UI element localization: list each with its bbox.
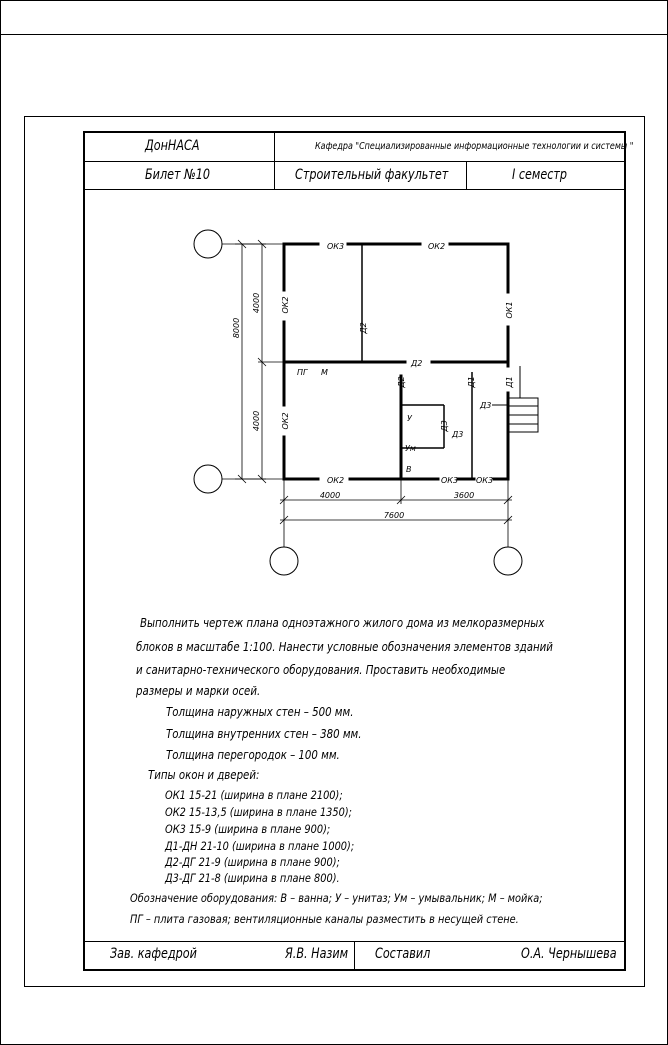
type-ok3: ОК3 15-9 (ширина в плане 900); — [165, 822, 331, 836]
label-ok3-bottom-2: ОК3 — [476, 476, 494, 485]
label-ok2-bottom: ОК2 — [327, 476, 345, 485]
wall-thickness-inner: Толщина внутренних стен – 380 мм. — [166, 727, 362, 741]
label-d2-inner: Д2 — [397, 376, 406, 388]
head-name: Я.В. Назим — [285, 946, 349, 962]
wall-thickness-outer: Толщина наружных стен – 500 мм. — [166, 705, 354, 719]
dim-left-bottom: 4000 — [252, 410, 261, 432]
label-ok3-top: ОК3 — [327, 242, 345, 251]
department-name: Кафедра "Специализированные информационные технологии и системы " — [315, 141, 634, 152]
label-ok2-left-bottom: ОК2 — [281, 412, 290, 430]
type-ok2: ОК2 15-13,5 (ширина в плане 1350); — [165, 805, 352, 819]
axis-bubble-top-left — [194, 230, 222, 258]
dim-left-top: 4000 — [252, 292, 261, 314]
types-title: Типы окон и дверей: — [148, 768, 260, 782]
label-ok1-right: ОК1 — [505, 301, 514, 319]
axis-bubble-left-bottom — [270, 547, 298, 575]
axis-bubble-bottom-left — [194, 465, 222, 493]
label-um: Ум — [405, 444, 416, 453]
label-ok3-bottom-1: ОК3 — [441, 476, 459, 485]
wall-thickness-partition: Толщина перегородок – 100 мм. — [166, 748, 340, 762]
type-d2: Д2-ДГ 21-9 (ширина в плане 900); — [165, 855, 340, 869]
type-ok1: ОК1 15-21 (ширина в плане 2100); — [165, 788, 343, 802]
task-line-3: и санитарно-технического оборудования. Проставить необходимые — [136, 663, 506, 677]
label-u: У — [407, 414, 412, 423]
task-line-4: размеры и марки осей. — [136, 684, 261, 698]
label-m: М — [321, 368, 328, 377]
dim-bottom-left: 4000 — [319, 491, 341, 500]
ticket-number: Билет №10 — [145, 167, 210, 183]
faculty-name: Строительный факультет — [295, 167, 449, 183]
type-d1: Д1-ДН 21-10 (ширина в плане 1000); — [165, 839, 355, 853]
author-label: Составил — [375, 946, 431, 962]
institution-name: ДонНАСА — [145, 138, 200, 154]
label-ok2-top: ОК2 — [428, 242, 446, 251]
label-ok2-left-top: ОК2 — [281, 296, 290, 314]
dim-bottom-total: 7600 — [383, 511, 405, 520]
label-d1-left: Д1 — [467, 376, 476, 388]
label-d2-horizontal: Д2 — [411, 359, 423, 368]
semester: I семестр — [512, 167, 568, 183]
type-d3: Д3-ДГ 21-8 (ширина в плане 800). — [165, 871, 340, 885]
label-v: В — [406, 465, 412, 474]
task-line-2: блоков в масштабе 1:100. Нанести условные обозначения элементов зданий — [136, 640, 553, 654]
entrance-stairs — [492, 366, 538, 432]
dim-bottom-right: 3600 — [453, 491, 475, 500]
label-d3-right: Д3 — [480, 401, 492, 410]
label-pg: ПГ — [297, 368, 308, 377]
dim-left-total: 8000 — [232, 317, 241, 339]
head-label: Зав. кафедрой — [110, 946, 197, 962]
task-line-1: Выполнить чертеж плана одноэтажного жилого дома из мелкоразмерных — [140, 616, 545, 630]
label-d3-inner: Д3 — [440, 420, 449, 432]
label-d1-right: Д1 — [505, 376, 514, 388]
equipment-note-2: ПГ – плита газовая; вентиляционные каналы разместить в несущей стене. — [130, 912, 519, 926]
author-name: О.А. Чернышева — [521, 946, 617, 962]
equipment-note-1: Обозначение оборудования: В – ванна; У – унитаз; Ум – умывальник; М – мойка; — [130, 891, 543, 905]
axis-bubble-right-bottom — [494, 547, 522, 575]
label-d2-vertical: Д2 — [359, 322, 368, 334]
label-d3-small: Д3 — [452, 430, 464, 439]
